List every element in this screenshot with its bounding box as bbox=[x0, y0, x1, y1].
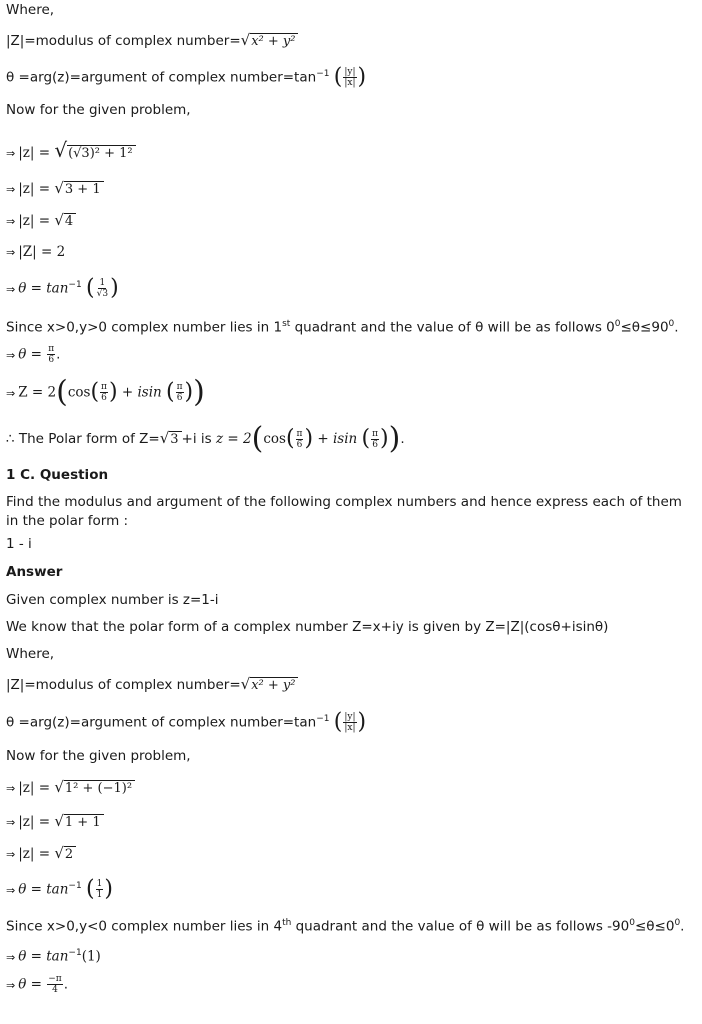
sqrt-expression: √3 + 1 bbox=[54, 178, 103, 200]
polar-form-conclusion: ∴ The Polar form of Z=√3 +i is z = 2(cos( $\frac{\pi}{6}$ ) + isin ( $\frac{\pi}{6}$ )). bbox=[6, 421, 405, 456]
period: . bbox=[56, 346, 61, 363]
theta-equation-5 bbox=[6, 974, 68, 996]
implies-arrow: ⇒ bbox=[6, 386, 16, 400]
fraction-pi-over-6: $\frac{\pi}{6}$ bbox=[101, 382, 107, 403]
equation-3 bbox=[6, 210, 76, 232]
now-given-2: Now for the given problem, bbox=[6, 748, 191, 764]
eq-label: |z| = bbox=[18, 846, 51, 862]
equation-2 bbox=[6, 178, 104, 200]
tan-inverse-sup: −1 bbox=[316, 714, 330, 724]
implies-arrow: ⇒ bbox=[6, 348, 16, 362]
fraction-y-over-x: $\frac{|y|}{|x|}$ bbox=[344, 67, 356, 88]
eq-text: |Z| = 2 bbox=[18, 244, 66, 260]
fraction-pi-over-6: $\frac{\pi}{6}$ bbox=[48, 344, 55, 365]
isin-label: + isin bbox=[121, 384, 162, 401]
sqrt-expression: √x² + y² bbox=[241, 674, 299, 696]
equation-5 bbox=[6, 777, 135, 799]
since-text: quadrant and the value of θ will be as follows -90 bbox=[291, 918, 630, 935]
implies-arrow: ⇒ bbox=[6, 147, 16, 160]
theta-equation-1: ⇒ $\theta = \tan^{-1}$ ( $\frac{1}{√3}$ ) bbox=[6, 275, 119, 301]
sqrt-expression: √(√3)² + 1² bbox=[54, 140, 135, 164]
argument-definition-1: θ =arg(z)=argument of complex $number=\tan^{-1}$ ( $\frac{|y|}{|x|}$ ) bbox=[6, 64, 367, 90]
equation-6 bbox=[6, 811, 104, 833]
implies-arrow: ⇒ bbox=[6, 816, 16, 829]
argument-def-text: θ =arg(z)=argument of complex number=tan bbox=[6, 714, 317, 731]
polar-equation-1: ⇒ Z = 2(cos( $\frac{\pi}{6}$ ) + isin ( $\frac{\pi}{6}$ )) bbox=[6, 374, 205, 410]
period: . bbox=[400, 431, 405, 447]
ordinal-sup: th bbox=[282, 918, 292, 928]
fraction-pi-over-6: $\frac{\pi}{6}$ bbox=[296, 428, 303, 450]
question-expression: 1 - i bbox=[6, 536, 32, 552]
eq-label: |z| = bbox=[18, 780, 51, 796]
z-eq: Z = 2 bbox=[18, 384, 57, 401]
since-statement-2 bbox=[6, 913, 684, 937]
period: . bbox=[680, 918, 685, 935]
where-label-1: Where, bbox=[6, 2, 55, 18]
equation-7 bbox=[6, 843, 76, 865]
tan-inverse-sup: −1 bbox=[68, 881, 82, 891]
theta-tan-label: θ = tan bbox=[18, 948, 69, 965]
since-statement-1 bbox=[6, 314, 679, 338]
cos-label: cos bbox=[263, 431, 286, 447]
eq-label: |z| = bbox=[18, 814, 51, 830]
tan-inverse-sup: −1 bbox=[68, 280, 82, 290]
where-label-2: Where, bbox=[6, 646, 55, 662]
implies-arrow: ⇒ bbox=[6, 883, 16, 897]
modulus-definition-2 bbox=[6, 674, 298, 696]
question-text: Find the modulus and argument of the following complex numbers and hence express each of them in the polar form : bbox=[6, 494, 682, 529]
therefore-text: ∴ The Polar form of Z= bbox=[6, 431, 160, 447]
implies-arrow: ⇒ bbox=[6, 782, 16, 795]
sqrt-expression: √4 bbox=[54, 210, 76, 232]
since-text: Since x>0,y<0 complex number lies in 4 bbox=[6, 918, 283, 935]
implies-arrow: ⇒ bbox=[6, 183, 16, 196]
theta-equation-2 bbox=[6, 344, 60, 366]
fraction-1-over-sqrt3: $\frac{1}{√3}$ bbox=[96, 278, 109, 299]
fraction-1-over-1: $\frac{1}{1}$ bbox=[96, 879, 103, 900]
implies-arrow: ⇒ bbox=[6, 848, 16, 861]
question-heading: 1 C. Question bbox=[6, 467, 109, 483]
fraction-pi-over-6: $\frac{\pi}{6}$ bbox=[176, 382, 183, 403]
theta-equation-4 bbox=[6, 943, 101, 968]
tan-inverse-sup: −1 bbox=[316, 69, 330, 79]
implies-arrow: ⇒ bbox=[6, 246, 16, 259]
sqrt-expression: √1 + 1 bbox=[54, 811, 103, 833]
sqrt-expression: √2 bbox=[54, 843, 76, 865]
equation-4 bbox=[6, 242, 65, 263]
given-statement: Given complex number is z=1-i bbox=[6, 592, 219, 608]
fraction-neg-pi-over-4: $\frac{-\pi}{4}$ bbox=[48, 974, 62, 995]
fraction-y-over-x: $\frac{|y|}{|x|}$ bbox=[344, 712, 356, 733]
period: . bbox=[674, 319, 679, 336]
eq-label: |z| = bbox=[18, 181, 51, 197]
implies-arrow: ⇒ bbox=[6, 950, 16, 964]
eq-label: |z| = bbox=[18, 145, 51, 161]
theta-equation-3: ⇒ $\theta = \tan^{-1}$ ( $\frac{1}{1}$ ) bbox=[6, 876, 113, 902]
cos-label: cos bbox=[67, 384, 91, 401]
now-given-1: Now for the given problem, bbox=[6, 102, 191, 118]
period: . bbox=[63, 976, 69, 993]
since-text: quadrant and the value of θ will be as follows 0 bbox=[290, 319, 615, 336]
equation-1 bbox=[6, 140, 136, 164]
degree-sup: 0 bbox=[668, 319, 675, 329]
theta-eq: θ = bbox=[18, 976, 42, 993]
implies-arrow: ⇒ bbox=[6, 215, 16, 228]
argument-definition-2: θ =arg(z)=argument of complex $number=\tan^{-1}$ ( $\frac{|y|}{|x|}$ ) bbox=[6, 709, 367, 735]
implies-arrow: ⇒ bbox=[6, 978, 16, 992]
sqrt-expression: √3 bbox=[160, 428, 182, 450]
theta-tan-label: θ = tan bbox=[18, 881, 69, 898]
tan-argument: (1) bbox=[81, 948, 101, 965]
polar-form-statement: We know that the polar form of a complex number Z=x+iy is given by Z=|Z|(cosθ+isinθ) bbox=[6, 619, 609, 635]
degree-sup: 0 bbox=[629, 918, 635, 928]
argument-def-text: θ =arg(z)=argument of complex number=tan bbox=[6, 69, 317, 86]
degree-sup: 0 bbox=[674, 918, 681, 928]
theta-tan-label: θ = tan bbox=[18, 280, 69, 297]
implies-arrow: ⇒ bbox=[6, 282, 16, 296]
ordinal-sup: st bbox=[282, 319, 291, 329]
modulus-definition-1 bbox=[6, 30, 298, 52]
modulus-def-text: |Z|=modulus of complex number= bbox=[6, 33, 241, 49]
modulus-def-text: |Z|=modulus of complex number= bbox=[6, 677, 241, 693]
eq-label: |z| = bbox=[18, 213, 51, 229]
sqrt-expression: √1² + (−1)² bbox=[54, 777, 135, 799]
z-eq: z = 2 bbox=[215, 431, 252, 447]
since-text: Since x>0,y>0 complex number lies in 1 bbox=[6, 319, 283, 336]
degree-sup: 0 bbox=[614, 319, 621, 329]
sqrt-expression: √x² + y² bbox=[241, 30, 299, 52]
answer-heading: Answer bbox=[6, 564, 63, 580]
therefore-text: +i is bbox=[181, 431, 212, 447]
since-text: ≤θ≤90 bbox=[620, 319, 669, 336]
fraction-pi-over-6: $\frac{\pi}{6}$ bbox=[372, 428, 379, 450]
tan-inverse-sup: −1 bbox=[68, 948, 82, 958]
theta-eq: θ = bbox=[18, 346, 42, 363]
since-text: ≤θ≤0 bbox=[634, 918, 675, 935]
isin-label: + isin bbox=[317, 431, 358, 447]
